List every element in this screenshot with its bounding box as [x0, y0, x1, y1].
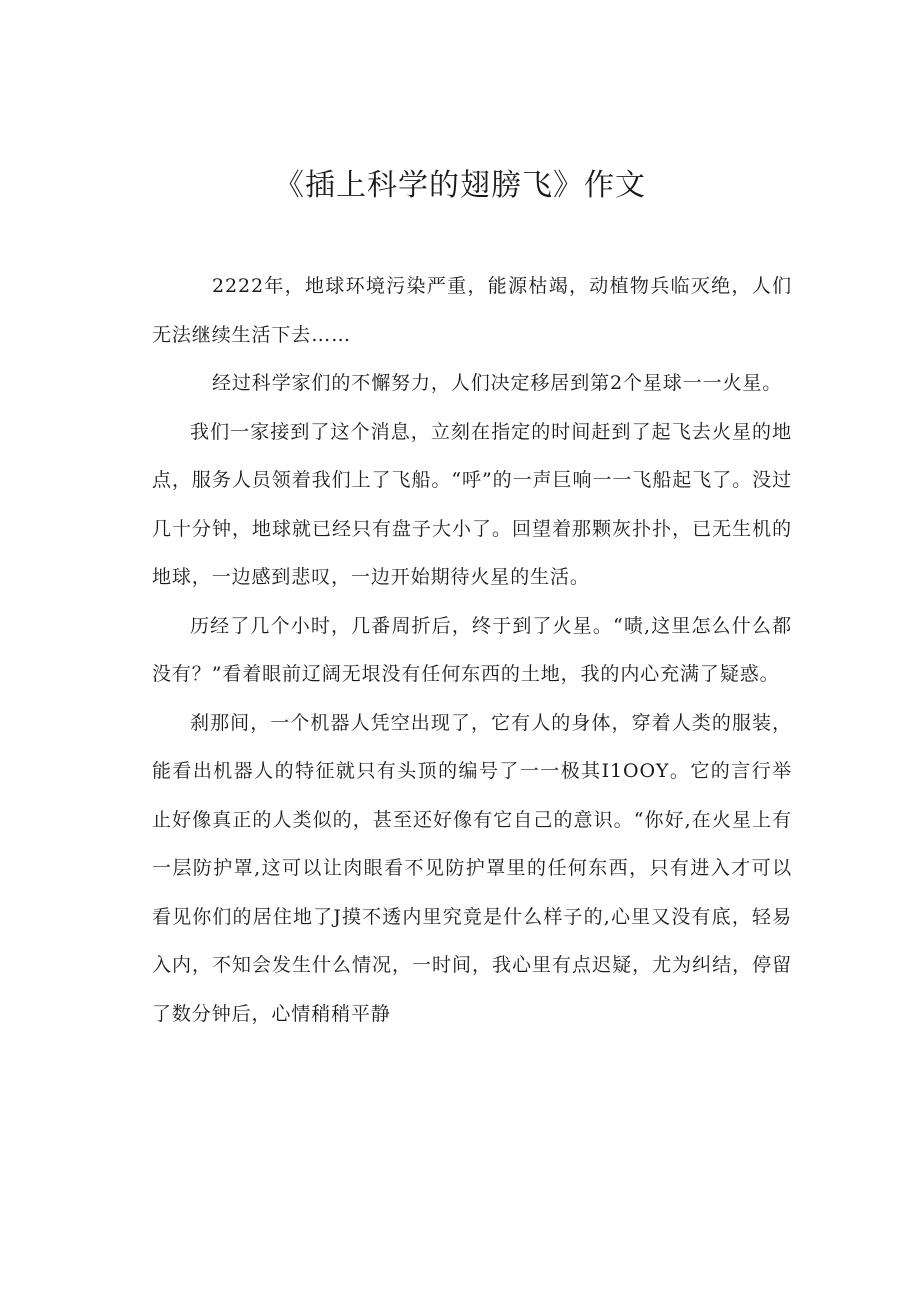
paragraph-3: 我们一家接到了这个消息，立刻在指定的时间赶到了起飞去火星的地点，服务人员领着我们上了飞船。“呼”的一声巨响一一飞船起飞了。没过几十分钟，地球就已经只有盘子大小了。回望着那颗灰扑扑，已无生机的地球，一边感到悲叹，一边开始期待火星的生活。: [152, 420, 792, 588]
document-title: 《插上科学的翅膀飞》作文: [274, 168, 646, 203]
paragraph-5: 刹那间，一个机器人凭空出现了，它有人的身体，穿着人类的服装，能看出机器人的特征就只有头顶的编号了一一极其I1OOY。它的言行举止好像真正的人类似的，甚至还好像有它自己的意识。“你好,在火星上有一层防护罩,这可以让肉眼看不见防护罩里的任何东西，只有进入才可以看见你们的居住地了J摸不透内里究竟是什么样子的,心里又没有底，轻易入内，不知会发生什么情况，一时间，我心里有点迟疑，尤为纠结，停留了数分钟后，心情稍稍平静: [152, 711, 792, 1025]
paragraph-1: 2222年，地球环境污染严重，能源枯竭，动植物兵临灭绝，人们无法继续生活下去……: [152, 275, 792, 346]
paragraph-2: 经过科学家们的不懈努力，人们决定移居到第2个星球一一火星。: [212, 372, 783, 394]
paragraph-4: 历经了几个小时，几番周折后，终于到了火星。“啧,这里怎么什么都没有？”看着眼前辽阔无垠没有任何东西的土地，我的内心充满了疑惑。: [152, 614, 792, 685]
document-body: [152, 262, 792, 1038]
